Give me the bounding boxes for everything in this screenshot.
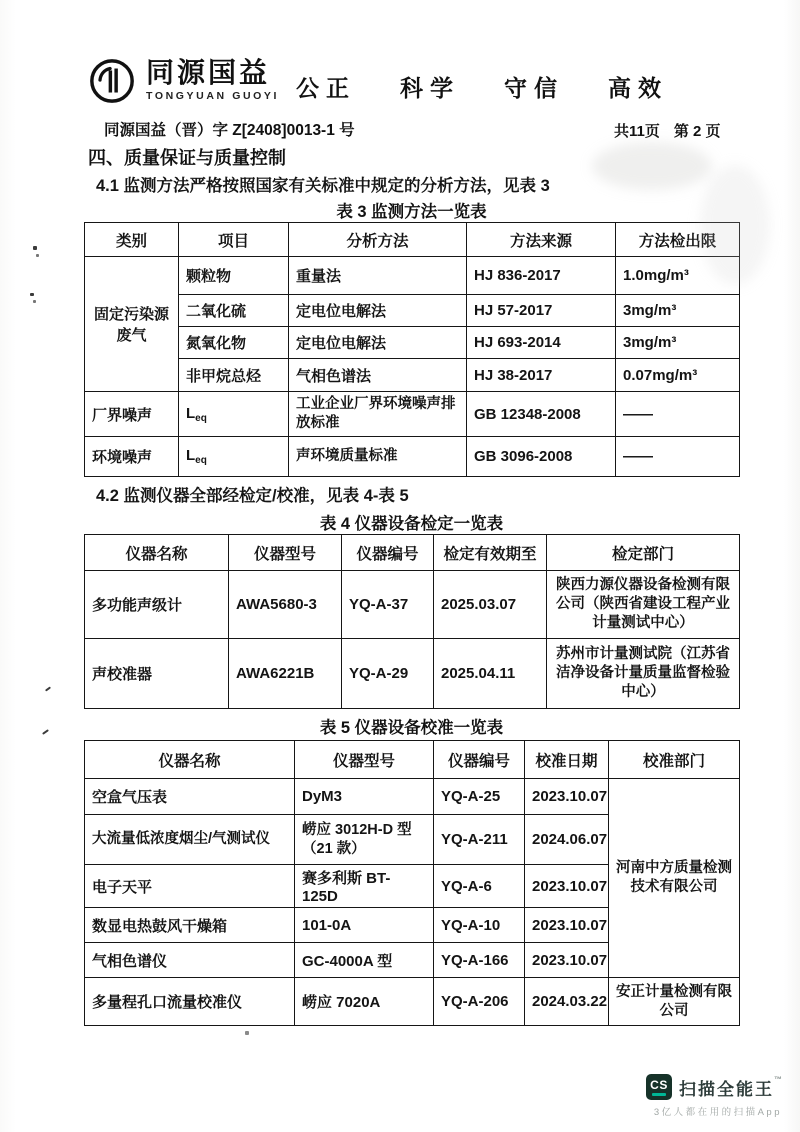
table-row: [85, 639, 740, 709]
cell-item: 二氧化硫: [179, 295, 289, 327]
cell-dept-merged: 河南中方质量检测技术有限公司: [609, 779, 740, 978]
table5-calibration-list: [84, 740, 740, 1026]
cell-name: 大流量低浓度烟尘/气测试仪: [85, 815, 295, 865]
cell-date: 2023.10.07: [525, 779, 609, 815]
table-row: [85, 392, 740, 437]
slogan-word-2: 科学: [400, 75, 460, 101]
cell-serial: YQ-A-166: [434, 943, 525, 978]
col-header-limit: 方法检出限: [616, 223, 740, 257]
cell-model: 崂应 7020A: [295, 978, 434, 1026]
cell-name: 声校准器: [85, 639, 229, 709]
cell-serial: YQ-A-29: [342, 639, 434, 709]
cell-model: 101-0A: [295, 908, 434, 943]
col-header-name: 仪器名称: [85, 741, 295, 779]
cell-date: 2023.10.07: [525, 908, 609, 943]
cell-limit: 0.07mg/m³: [616, 359, 740, 392]
cell-dept: 陕西力源仪器设备检测有限公司（陕西省建设工程产业计量测试中心）: [547, 571, 740, 639]
col-header-model: 仪器型号: [295, 741, 434, 779]
cell-name: 多功能声级计: [85, 571, 229, 639]
cell-dept: 苏州市计量测试院（江苏省洁净设备计量质量监督检验中心）: [547, 639, 740, 709]
col-header-date: 校准日期: [525, 741, 609, 779]
cell-method: 定电位电解法: [289, 295, 467, 327]
scan-smudge: [700, 165, 770, 285]
cell-source: GB 3096-2008: [467, 437, 616, 477]
cell-date: 2023.10.07: [525, 865, 609, 908]
table4-title: 表 4 仪器设备检定一览表: [319, 515, 504, 533]
cell-limit: 3mg/m³: [616, 295, 740, 327]
cell-category: 环境噪声: [85, 437, 179, 477]
cell-valid: 2025.03.07: [434, 571, 547, 639]
table-row: [85, 295, 740, 327]
brand-name-en: TONGYUAN GUOYI: [146, 90, 280, 102]
cell-name: 数显电热鼓风干燥箱: [85, 908, 295, 943]
camscanner-icon: CS: [646, 1074, 672, 1100]
slogan-word-4: 高效: [608, 75, 668, 101]
watermark-title: 扫描全能王™: [679, 1074, 784, 1099]
cell-valid: 2025.04.11: [434, 639, 547, 709]
col-header-name: 仪器名称: [85, 535, 229, 571]
scan-speck: [33, 300, 36, 303]
cell-serial: YQ-A-10: [434, 908, 525, 943]
table-row: [85, 257, 740, 295]
scan-speck: [36, 254, 39, 257]
cell-serial: YQ-A-206: [434, 978, 525, 1026]
scan-speck: [33, 246, 37, 250]
cell-method: 声环境质量标准: [289, 437, 467, 477]
cell-serial: YQ-A-211: [434, 815, 525, 865]
table-row: [85, 359, 740, 392]
header-brand: [88, 56, 279, 106]
cell-method: 气相色谱法: [289, 359, 467, 392]
table-row: [85, 978, 740, 1026]
cell-item: 非甲烷总烃: [179, 359, 289, 392]
page-total: 共11页: [614, 123, 660, 140]
col-header-dept: 检定部门: [547, 535, 740, 571]
cell-category: 厂界噪声: [85, 392, 179, 437]
col-header-serial: 仪器编号: [434, 741, 525, 779]
col-header-serial: 仪器编号: [342, 535, 434, 571]
cell-serial: YQ-A-6: [434, 865, 525, 908]
slogan-word-1: 公正: [296, 75, 356, 101]
page-info: [614, 120, 721, 141]
para-4-2: 4.2 监测仪器全部经检定/校准，见表 4-表 5: [96, 487, 409, 505]
cell-item: 氮氧化物: [179, 327, 289, 359]
cell-source: HJ 57-2017: [467, 295, 616, 327]
camscanner-watermark: [646, 1074, 784, 1118]
header-slogan: [296, 70, 668, 103]
cell-method: 重量法: [289, 257, 467, 295]
cell-limit: 1.0mg/m³: [616, 257, 740, 295]
cell-method: 定电位电解法: [289, 327, 467, 359]
section-heading: 四、质量保证与质量控制: [88, 148, 286, 168]
table4-verification-list: [84, 534, 740, 709]
col-header-item: 项目: [179, 223, 289, 257]
cell-dept-last: 安正计量检测有限公司: [609, 978, 740, 1026]
para-4-1: 4.1 监测方法严格按照国家有关标准中规定的分析方法，见表 3: [96, 177, 550, 195]
col-header-source: 方法来源: [467, 223, 616, 257]
table3-monitoring-methods: [84, 222, 740, 477]
col-header-model: 仪器型号: [229, 535, 342, 571]
cell-source: HJ 693-2014: [467, 327, 616, 359]
cell-limit: ——: [616, 392, 740, 437]
cell-item-leq: $L_{eq}$: [179, 392, 289, 437]
brand-name: 同源国益: [146, 57, 271, 88]
scan-speck: [245, 1031, 249, 1035]
cell-model: 崂应 3012H-D 型（21 款）: [295, 815, 434, 865]
cell-model: DyM3: [295, 779, 434, 815]
cell-gas-category: 固定污染源废气: [85, 257, 179, 392]
table-row: [85, 437, 740, 477]
cell-item: 颗粒物: [179, 257, 289, 295]
col-header-method: 分析方法: [289, 223, 467, 257]
table5-header-row: [85, 741, 740, 779]
cell-source: HJ 836-2017: [467, 257, 616, 295]
watermark-subtitle: 3亿人都在用的扫描App: [653, 1107, 782, 1118]
brand-logo-icon: [88, 56, 136, 106]
cell-model: GC-4000A 型: [295, 943, 434, 978]
doc-number: 同源国益（晋）字 Z[2408]0013-1 号: [104, 122, 355, 139]
cell-date: 2023.10.07: [525, 943, 609, 978]
cell-name: 空盒气压表: [85, 779, 295, 815]
cell-limit: ——: [616, 437, 740, 477]
scan-speck: [45, 686, 51, 691]
cell-name: 气相色谱仪: [85, 943, 295, 978]
cell-name: 电子天平: [85, 865, 295, 908]
cell-item-leq: $L_{eq}$: [179, 437, 289, 477]
cell-serial: YQ-A-37: [342, 571, 434, 639]
cell-source: HJ 38-2017: [467, 359, 616, 392]
col-header-category: 类别: [85, 223, 179, 257]
col-header-valid: 检定有效期至: [434, 535, 547, 571]
table3-title: 表 3 监测方法一览表: [336, 203, 487, 221]
table3-header-row: [85, 223, 740, 257]
cell-name: 多量程孔口流量校准仪: [85, 978, 295, 1026]
slogan-word-3: 守信: [504, 75, 564, 101]
cell-serial: YQ-A-25: [434, 779, 525, 815]
table-row: [85, 571, 740, 639]
cell-model: 赛多利斯 BT-125D: [295, 865, 434, 908]
cell-model: AWA5680-3: [229, 571, 342, 639]
table4-header-row: [85, 535, 740, 571]
cell-model: AWA6221B: [229, 639, 342, 709]
col-header-dept: 校准部门: [609, 741, 740, 779]
cell-date: 2024.06.07: [525, 815, 609, 865]
scan-speck: [30, 293, 34, 296]
cell-source: GB 12348-2008: [467, 392, 616, 437]
scan-speck: [42, 729, 49, 735]
cell-method: 工业企业厂界环境噪声排放标准: [289, 392, 467, 437]
cell-limit: 3mg/m³: [616, 327, 740, 359]
scan-smudge: [592, 142, 712, 190]
table5-title: 表 5 仪器设备校准一览表: [319, 719, 504, 737]
cell-date: 2024.03.22: [525, 978, 609, 1026]
table-row: [85, 779, 740, 815]
page-current: 第 2 页: [673, 123, 721, 140]
table-row: [85, 327, 740, 359]
